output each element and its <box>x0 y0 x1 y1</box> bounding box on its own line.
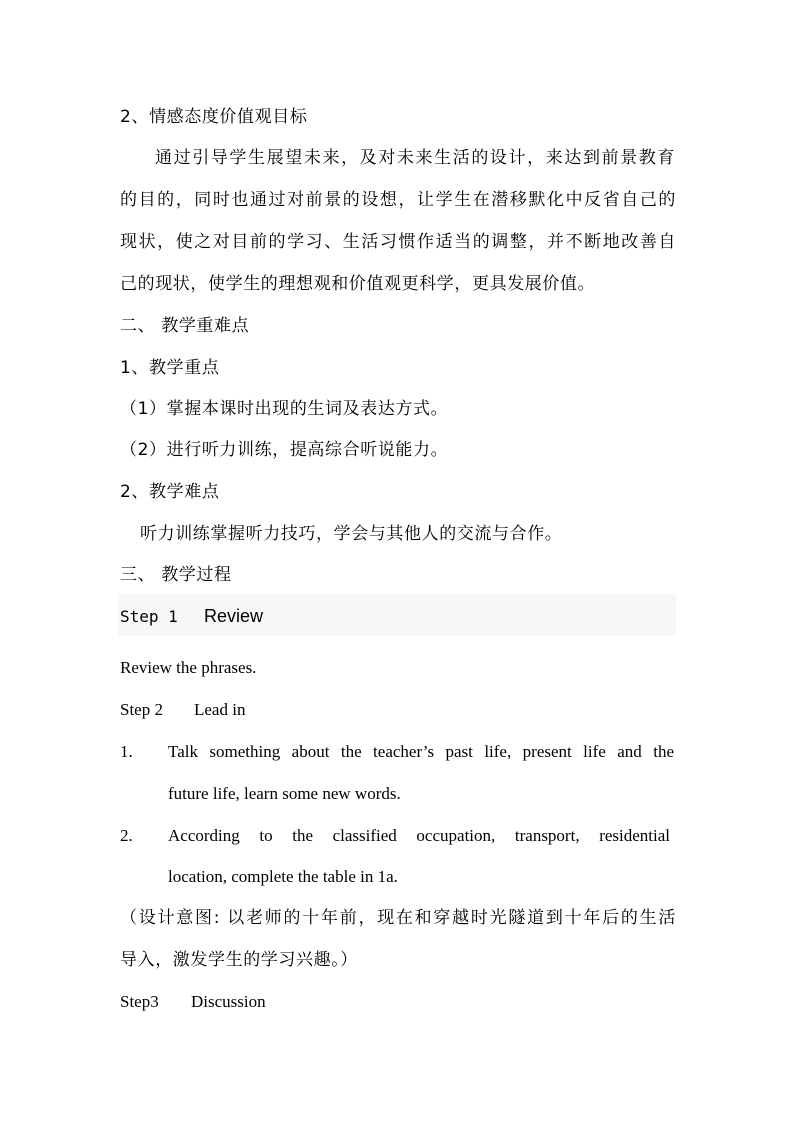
step2-item-2-line-2: location, complete the table in 1a. <box>168 867 398 886</box>
process-heading: 三、 教学过程 <box>120 565 232 585</box>
step3-label: Step3 <box>120 992 159 1011</box>
difficulty-text: 听力训练掌握听力技巧，学会与其他人的交流与合作。 <box>140 524 563 544</box>
step1-title: Review <box>204 606 264 626</box>
step1-text: Review the phrases. <box>120 658 257 677</box>
attitude-paragraph-line-4: 己的现状，使学生的理想观和价值观更科学，更具发展价值。 <box>120 274 596 294</box>
step2-item-2-number: 2. <box>120 826 133 845</box>
step2-item-1-number: 1. <box>120 742 133 761</box>
key-focus-heading: 1、教学重点 <box>120 358 220 378</box>
attitude-paragraph-line-1: 通过引导学生展望未来，及对未来生活的设计，来达到前景教育 <box>155 148 675 168</box>
design-note-line-1: （设计意图: 以老师的十年前，现在和穿越时光隧道到十年后的生活 <box>120 908 676 928</box>
attitude-paragraph-line-3: 现状，使之对目前的学习、生活习惯作适当的调整，并不断地改善自 <box>120 232 676 252</box>
step1-label: Step 1 <box>120 607 178 626</box>
step1-highlight-bar <box>118 594 676 636</box>
step2-item-1-line-2: future life, learn some new words. <box>168 784 401 803</box>
step2-item-1-line-1: Talk something about the teacher’s past life, present life and the <box>168 742 674 761</box>
step3-title: Discussion <box>191 992 266 1011</box>
step2-label: Step 2 <box>120 700 163 719</box>
step2-item-2-line-1: According to the classified occupation, transport, residential <box>168 826 670 845</box>
key-focus-item-2: （2）进行听力训练，提高综合听说能力。 <box>120 440 449 460</box>
step2-title: Lead in <box>194 700 246 719</box>
key-focus-item-1: （1）掌握本课时出现的生词及表达方式。 <box>120 399 449 419</box>
difficulty-heading: 2、教学难点 <box>120 482 220 502</box>
attitude-paragraph-line-2: 的目的，同时也通过对前景的设想，让学生在潜移默化中反省自己的 <box>120 190 676 210</box>
design-note-line-2: 导入，激发学生的学习兴趣。） <box>120 950 358 970</box>
attitude-heading: 2、情感态度价值观目标 <box>120 107 308 127</box>
key-points-heading: 二、 教学重难点 <box>120 316 250 336</box>
